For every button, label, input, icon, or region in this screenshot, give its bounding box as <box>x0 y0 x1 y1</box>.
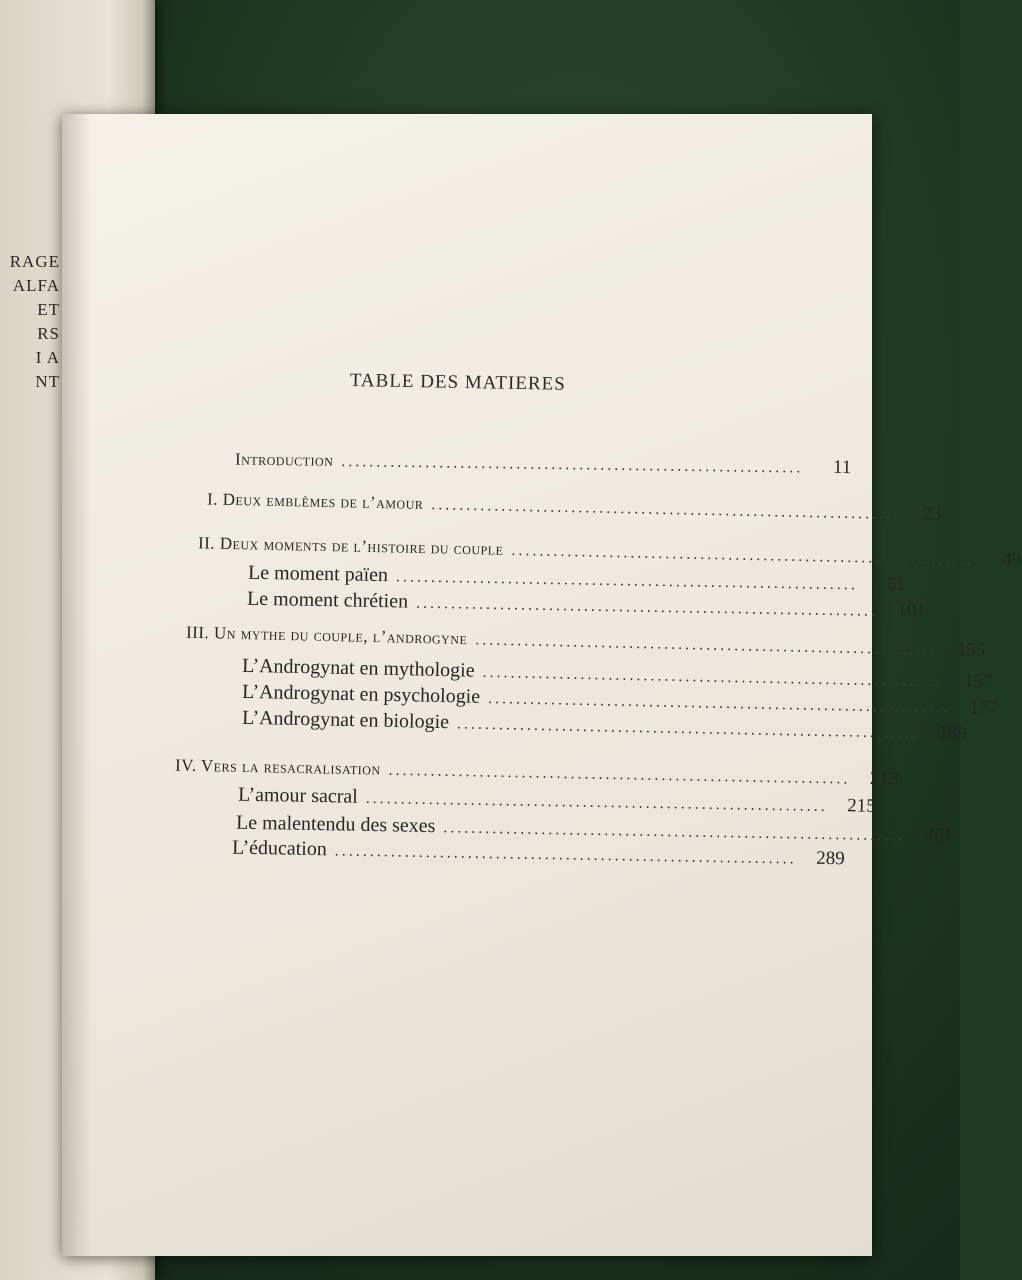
toc-entry-label: L’éducation <box>231 836 328 861</box>
toc-leader-dots: .................................................................. <box>395 568 859 594</box>
toc-leader-dots: .................................................................. <box>487 689 951 717</box>
toc-leader-dots: .................................................................. <box>443 819 906 845</box>
toc-entry-page: 155 <box>956 639 986 661</box>
toc-leader-dots: .................................................................. <box>415 594 879 620</box>
left-fragment: I A <box>35 348 60 367</box>
toc-entry-page: 101 <box>897 600 927 622</box>
left-fragment: RS <box>37 324 60 343</box>
toc-leader-dots: .................................................................. <box>475 631 938 659</box>
left-fragment: RAGE <box>9 252 60 271</box>
toc-entry-label: Le moment païen <box>247 561 389 587</box>
toc-leader-dots: .................................................................. <box>456 715 920 742</box>
toc-leader-dots: .................................................................. <box>388 761 851 788</box>
page-gutter-shadow <box>62 114 92 1256</box>
toc-entry-page: 289 <box>816 847 845 870</box>
left-fragment: NT <box>35 372 60 391</box>
toc-leader-dots: .................................................................. <box>365 789 828 815</box>
toc-entry-page: 261 <box>924 824 954 847</box>
toc-entry-label: L’Androgynat en psychologie <box>241 680 481 708</box>
toc-entry-page: 23 <box>922 503 942 525</box>
toc-entry-label: L’Androgynat en biologie <box>241 706 450 734</box>
toc-entry-label: Le moment chrétien <box>246 587 409 613</box>
toc-entry-label: Introduction <box>234 449 334 470</box>
toc-title: TABLE DES MATIERES <box>349 370 566 395</box>
toc-leader-dots: .................................................................. <box>482 663 945 691</box>
toc-entry-page: 213 <box>869 767 899 790</box>
toc-leader-dots: .................................................................. <box>431 496 894 523</box>
toc-entry-page: 11 <box>832 456 852 479</box>
toc-entry-label: Le malentendu des sexes <box>235 811 436 838</box>
toc-entry-label: II. Deux moments de l’histoire du couple <box>197 533 504 559</box>
toc-entry-label: III. Un mythe du couple, l’androgyne <box>185 622 468 649</box>
toc-leader-dots: .................................................................. <box>511 541 974 569</box>
toc-entry-label: IV. Vers la resacralisation <box>174 755 381 779</box>
left-fragment: ET <box>37 300 60 319</box>
toc-entry-page: 189 <box>938 722 968 744</box>
toc-entry-label: I. Deux emblèmes de l’amour <box>206 489 424 513</box>
toc-entry-page: 157 <box>963 670 993 693</box>
toc-entry-page: 215 <box>847 795 876 817</box>
toc-leader-dots: .................................................................. <box>334 842 797 868</box>
toc-entry-page: 177 <box>969 697 999 719</box>
left-page-text-fragments <box>0 250 60 394</box>
toc-entry-page: 51 <box>886 573 907 596</box>
toc-entry-page: 49 <box>1002 549 1022 571</box>
toc-entry-label: L’Androgynat en mythologie <box>241 654 475 682</box>
left-fragment: ALFA <box>12 276 60 295</box>
toc-entry-label: L’amour sacral <box>237 783 358 808</box>
toc-leader-dots: .................................................................. <box>341 452 804 477</box>
